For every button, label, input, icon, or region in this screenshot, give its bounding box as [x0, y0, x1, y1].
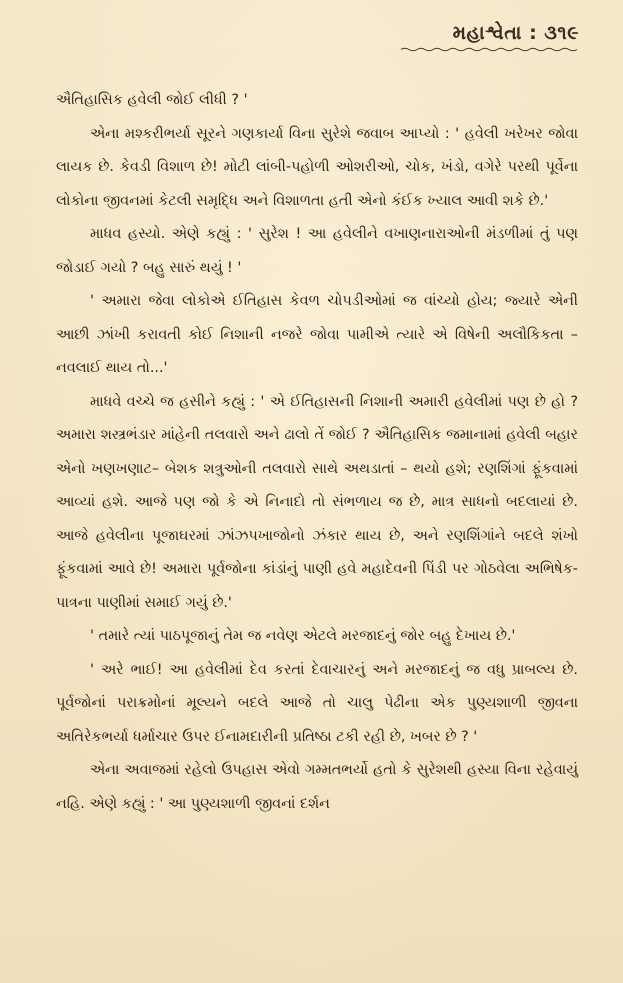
paragraph-2: એના મશ્કરીભર્યા સૂરને ગણકાર્યા વિના સુરેશે જવાબ આપ્યો : ' હવેલી ખરેખર જોવા લાયક છે. કેવડી વિશાળ છે! મોટી લાંબી-પહોળી ઓશરીઓ, ચોક, ખંડો, વગેરે પરથી પૂર્વેના લોકોના જીવનમાં કેટલી સમૃદ્ધિ અને વિશાળતા હતી એનો કંઈક ખ્યાલ આવી શકે છે.'	[56, 125, 578, 209]
body-text	[56, 84, 578, 821]
paragraph-8: એના અવાજમાં રહેલો ઉપહાસ એવો ગમ્મતભર્યો હતો કે સુરેશથી હસ્યા વિના રહેવાયું નહિ. એણે કહ્યું : ' આ પુણ્યશાળી જીવનાં દર્શન	[56, 762, 578, 812]
paragraph-6: ' તમારે ત્યાં પાઠપૂજાનું તેમ જ નવેણ એટલે મરજાદનું જોર બહુ દેખાય છે.'	[90, 628, 516, 644]
paragraph-4: ' અમારા જેવા લોકોએ ઈતિહાસ કેવળ ચોપડીઓમાં જ વાંચ્યો હોય; જ્યારે એની આછી ઝાંખી કરાવતી કોઈ નિશાની નજરે જોવા પામીએ ત્યારે એ વિષેની અલૌકિકતા – નવલાઈ થાય તો...'	[56, 293, 578, 376]
paragraph-5: માધવે વચ્ચે જ હસીને કહ્યું : ' એ ઈતિહાસની નિશાની અમારી હવેલીમાં પણ છે હો ? અમારા શસ્ત્રભંડાર માંહેની તલવારો અને ઢાલો તેં જોઈ ? ઐતિહાસિક જમાનામાં હવેલી બહાર એનો ખણખણાટ– બેશક શત્રુઓની તલવારો સાથે અથડાતાં – થયો હશે; રણશિંગાં ફૂંકવામાં આવ્યાં હશે. આજે પણ જો કે એ નિનાદો તો સંભળાય જ છે, માત્ર સાધનો બદલાયાં છે. આજે હવેલીના પૂજાઘરમાં ઝાંઝપખાજોનો ઝંકાર થાય છે, અને રણશિંગાંને બદલે શંખો ફૂંકવામાં આવે છે! અમારા પૂર્વજોના કાંડાંનું પાણી હવે મહાદેવની પિંડી પર ગોઠવેલા અભિષેક-પાત્રના પાણીમાં સમાઈ ગયું છે.'	[56, 393, 578, 611]
running-head	[401, 22, 579, 52]
paragraph-3: માધવ હસ્યો. એણે કહ્યું : ' સુરેશ ! આ હવેલીને વખાણનારાઓની મંડળીમાં તું પણ જોડાઈ ગયો ? બહુ સારું થયું ! '	[56, 226, 578, 276]
paragraph-7: ' અરે ભાઈ! આ હવેલીમાં દેવ કરતાં દેવાચારનું અને મરજાદનું જ વધુ પ્રાબલ્ય છે. પૂર્વજોનાં પરાક્રમોનાં મૂલ્યને બદલે આજે તો ચાલુ પેઢીના એક પુણ્યશાળી જીવના અતિરેકભર્યા ધર્માચાર ઉપર ઈનામદારીની પ્રતિષ્ઠા ટકી રહી છે, ખબર છે ? '	[56, 661, 578, 745]
paragraph-1: ઐતિહાસિક હવેલી જોઈ લીધી ? '	[56, 92, 248, 108]
header-wavy-rule	[401, 47, 579, 52]
running-title: મહાશ્વેતા : ૩૧૯	[452, 22, 579, 44]
